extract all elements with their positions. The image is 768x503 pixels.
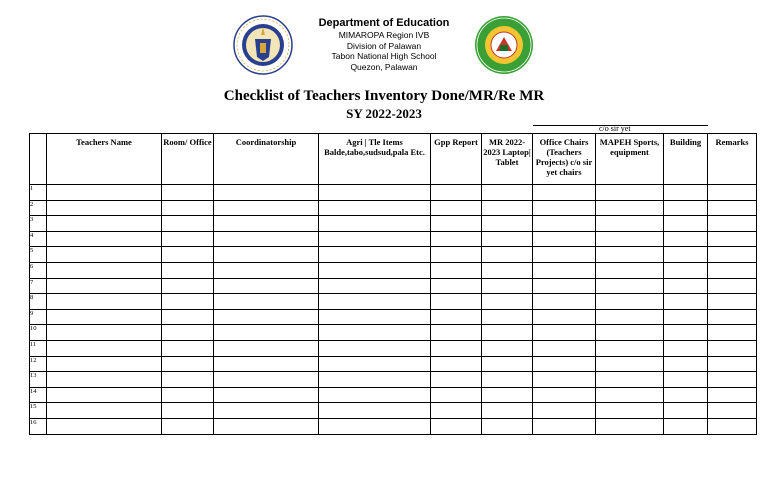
column-header-teachers-name: Teachers Name — [47, 134, 162, 185]
table-cell[interactable] — [482, 356, 533, 372]
table-cell[interactable] — [708, 262, 757, 278]
row-number: 16 — [30, 418, 47, 434]
table-cell[interactable] — [431, 403, 482, 419]
row-number: 4 — [30, 231, 47, 247]
table-cell[interactable] — [596, 418, 664, 434]
table-cell[interactable] — [708, 418, 757, 434]
table-cell[interactable] — [596, 387, 664, 403]
table-cell[interactable] — [708, 340, 757, 356]
table-cell[interactable] — [664, 247, 708, 263]
table-cell[interactable] — [319, 372, 431, 388]
column-header-number — [30, 134, 47, 185]
table-row — [30, 200, 757, 216]
table-cell[interactable] — [664, 262, 708, 278]
table-cell[interactable] — [319, 185, 431, 201]
table-cell[interactable] — [664, 340, 708, 356]
department-name: Department of Education — [318, 17, 450, 29]
tabon-nhs-seal-logo — [474, 15, 534, 75]
table-row — [30, 325, 757, 341]
table-cell[interactable] — [162, 387, 214, 403]
column-header-mapeh: MAPEH Sports, equipment — [596, 134, 664, 185]
table-row — [30, 387, 757, 403]
address-line: Quezon, Palawan — [350, 61, 418, 72]
table-cell[interactable] — [47, 216, 162, 232]
table-cell[interactable] — [214, 325, 319, 341]
table-cell[interactable] — [708, 278, 757, 294]
table-row — [30, 309, 757, 325]
table-cell[interactable] — [596, 200, 664, 216]
table-cell[interactable] — [664, 372, 708, 388]
table-cell[interactable] — [214, 340, 319, 356]
table-cell[interactable] — [431, 325, 482, 341]
table-cell[interactable] — [162, 200, 214, 216]
table-cell[interactable] — [596, 403, 664, 419]
header-row — [30, 134, 757, 185]
column-header-mr-laptop-tablet: MR 2022-2023 Laptop| Tablet — [482, 134, 533, 185]
table-cell[interactable] — [47, 387, 162, 403]
table-cell[interactable] — [431, 200, 482, 216]
table-cell[interactable] — [482, 325, 533, 341]
table-cell[interactable] — [482, 231, 533, 247]
table-cell[interactable] — [214, 372, 319, 388]
table-cell[interactable] — [533, 403, 596, 419]
table-cell[interactable] — [431, 418, 482, 434]
table-row — [30, 403, 757, 419]
column-header-agri-tle-items: Agri | Tle Items Balde,tabo,sudsud,pala Etc. — [319, 134, 431, 185]
table-cell[interactable] — [596, 340, 664, 356]
table-cell[interactable] — [214, 403, 319, 419]
table-cell[interactable] — [431, 262, 482, 278]
table-cell[interactable] — [708, 372, 757, 388]
table-cell[interactable] — [214, 294, 319, 310]
table-cell[interactable] — [664, 294, 708, 310]
table-cell[interactable] — [708, 387, 757, 403]
table-cell[interactable] — [162, 372, 214, 388]
table-cell[interactable] — [319, 418, 431, 434]
table-cell[interactable] — [533, 262, 596, 278]
table-row — [30, 247, 757, 263]
table-cell[interactable] — [708, 309, 757, 325]
table-cell[interactable] — [664, 418, 708, 434]
table-cell[interactable] — [596, 278, 664, 294]
table-row — [30, 356, 757, 372]
table-cell[interactable] — [162, 325, 214, 341]
table-cell[interactable] — [162, 340, 214, 356]
column-header-room-office: Room/ Office — [162, 134, 214, 185]
table-cell[interactable] — [431, 340, 482, 356]
table-cell[interactable] — [431, 356, 482, 372]
table-cell[interactable] — [162, 216, 214, 232]
table-cell[interactable] — [596, 216, 664, 232]
table-cell[interactable] — [319, 247, 431, 263]
table-cell[interactable] — [431, 309, 482, 325]
table-cell[interactable] — [664, 200, 708, 216]
table-cell[interactable] — [596, 262, 664, 278]
table-cell[interactable] — [533, 185, 596, 201]
table-cell[interactable] — [482, 185, 533, 201]
school-header — [310, 17, 458, 72]
table-cell[interactable] — [47, 200, 162, 216]
table-cell[interactable] — [533, 278, 596, 294]
table-cell[interactable] — [47, 325, 162, 341]
table-cell[interactable] — [162, 294, 214, 310]
table-cell[interactable] — [596, 309, 664, 325]
table-cell[interactable] — [482, 278, 533, 294]
table-cell[interactable] — [319, 356, 431, 372]
table-cell[interactable] — [162, 262, 214, 278]
region-line: MIMAROPA Region IVB — [338, 30, 430, 40]
row-number: 5 — [30, 247, 47, 263]
table-cell[interactable] — [214, 200, 319, 216]
table-cell[interactable] — [162, 418, 214, 434]
table-cell[interactable] — [214, 185, 319, 201]
column-header-coordinatorship: Coordinatorship — [214, 134, 319, 185]
table-cell[interactable] — [214, 418, 319, 434]
table-cell[interactable] — [319, 278, 431, 294]
table-row — [30, 216, 757, 232]
checklist-table — [29, 133, 757, 435]
table-cell[interactable] — [664, 216, 708, 232]
table-cell[interactable] — [482, 200, 533, 216]
table-cell[interactable] — [214, 278, 319, 294]
table-cell[interactable] — [319, 200, 431, 216]
table-cell[interactable] — [482, 294, 533, 310]
table-cell[interactable] — [47, 403, 162, 419]
table-cell[interactable] — [162, 356, 214, 372]
table-cell[interactable] — [482, 372, 533, 388]
row-number: 13 — [30, 372, 47, 388]
table-cell[interactable] — [533, 247, 596, 263]
row-number: 6 — [30, 262, 47, 278]
table-cell[interactable] — [47, 247, 162, 263]
table-cell[interactable] — [533, 200, 596, 216]
table-cell[interactable] — [162, 247, 214, 263]
table-cell[interactable] — [708, 325, 757, 341]
table-cell[interactable] — [47, 340, 162, 356]
table-cell[interactable] — [664, 356, 708, 372]
table-cell[interactable] — [664, 309, 708, 325]
table-cell[interactable] — [708, 356, 757, 372]
table-cell[interactable] — [47, 309, 162, 325]
table-cell[interactable] — [214, 387, 319, 403]
table-cell[interactable] — [533, 294, 596, 310]
row-number: 1 — [30, 185, 47, 201]
table-cell[interactable] — [533, 372, 596, 388]
table-cell[interactable] — [533, 340, 596, 356]
table-cell[interactable] — [319, 387, 431, 403]
table-cell[interactable] — [482, 216, 533, 232]
table-row — [30, 372, 757, 388]
table-cell[interactable] — [482, 340, 533, 356]
table-cell[interactable] — [431, 216, 482, 232]
column-header-building: Building — [664, 134, 708, 185]
row-number: 7 — [30, 278, 47, 294]
table-cell[interactable] — [214, 231, 319, 247]
table-cell[interactable] — [214, 309, 319, 325]
table-row — [30, 185, 757, 201]
table-cell[interactable] — [47, 372, 162, 388]
table-cell[interactable] — [482, 387, 533, 403]
row-number: 14 — [30, 387, 47, 403]
table-row — [30, 340, 757, 356]
table-row — [30, 294, 757, 310]
table-cell[interactable] — [319, 403, 431, 419]
table-cell[interactable] — [431, 185, 482, 201]
row-number: 11 — [30, 340, 47, 356]
table-cell[interactable] — [319, 262, 431, 278]
table-cell[interactable] — [664, 403, 708, 419]
table-cell[interactable] — [431, 372, 482, 388]
table-cell[interactable] — [533, 231, 596, 247]
table-cell[interactable] — [664, 325, 708, 341]
column-header-office-chairs: Office Chairs (Teachers Projects) c/o sir yet chairs — [533, 134, 596, 185]
table-cell[interactable] — [482, 247, 533, 263]
table-cell[interactable] — [319, 294, 431, 310]
table-cell[interactable] — [596, 185, 664, 201]
table-cell[interactable] — [431, 387, 482, 403]
table-cell[interactable] — [596, 247, 664, 263]
table-cell[interactable] — [708, 294, 757, 310]
table-cell[interactable] — [47, 278, 162, 294]
row-number: 15 — [30, 403, 47, 419]
table-cell[interactable] — [533, 418, 596, 434]
table-cell[interactable] — [708, 216, 757, 232]
table-cell[interactable] — [47, 418, 162, 434]
table-cell[interactable] — [319, 309, 431, 325]
table-cell[interactable] — [47, 231, 162, 247]
table-row — [30, 278, 757, 294]
table-cell[interactable] — [664, 278, 708, 294]
table-cell[interactable] — [162, 185, 214, 201]
table-cell[interactable] — [533, 387, 596, 403]
row-number: 9 — [30, 309, 47, 325]
table-cell[interactable] — [596, 231, 664, 247]
division-line: Division of Palawan — [346, 40, 422, 51]
document-title: Checklist of Teachers Inventory Done/MR/Re MR — [223, 88, 545, 104]
table-cell[interactable] — [533, 325, 596, 341]
row-number: 8 — [30, 294, 47, 310]
table-cell[interactable] — [708, 403, 757, 419]
table-cell[interactable] — [708, 200, 757, 216]
deped-seal-logo — [233, 15, 293, 75]
table-cell[interactable] — [47, 356, 162, 372]
table-cell[interactable] — [214, 216, 319, 232]
table-cell[interactable] — [47, 294, 162, 310]
table-cell[interactable] — [162, 309, 214, 325]
table-cell[interactable] — [664, 387, 708, 403]
table-cell[interactable] — [482, 262, 533, 278]
row-number: 2 — [30, 200, 47, 216]
table-cell[interactable] — [482, 403, 533, 419]
table-cell[interactable] — [162, 231, 214, 247]
table-cell[interactable] — [533, 309, 596, 325]
table-cell[interactable] — [162, 403, 214, 419]
table-cell[interactable] — [596, 294, 664, 310]
table-cell[interactable] — [431, 278, 482, 294]
table-cell[interactable] — [319, 325, 431, 341]
table-row — [30, 262, 757, 278]
table-cell[interactable] — [319, 216, 431, 232]
table-cell[interactable] — [431, 294, 482, 310]
table-cell[interactable] — [214, 262, 319, 278]
table-cell[interactable] — [708, 185, 757, 201]
table-cell[interactable] — [214, 356, 319, 372]
school-year: SY 2022-2023 — [346, 106, 422, 121]
column-header-gpp-report: Gpp Report — [431, 134, 482, 185]
table-cell[interactable] — [47, 185, 162, 201]
table-cell[interactable] — [162, 278, 214, 294]
row-number: 10 — [30, 325, 47, 341]
table-cell[interactable] — [431, 231, 482, 247]
table-cell[interactable] — [431, 247, 482, 263]
table-cell[interactable] — [482, 309, 533, 325]
table-cell[interactable] — [664, 231, 708, 247]
table-cell[interactable] — [664, 185, 708, 201]
column-note: c/o sir yet — [599, 124, 631, 133]
table-cell[interactable] — [47, 262, 162, 278]
table-row — [30, 418, 757, 434]
table-cell[interactable] — [319, 340, 431, 356]
school-line: Tabon National High School — [331, 51, 437, 61]
table-cell[interactable] — [708, 247, 757, 263]
column-header-remarks: Remarks — [708, 134, 757, 185]
table-cell[interactable] — [533, 216, 596, 232]
table-cell[interactable] — [708, 231, 757, 247]
row-number: 3 — [30, 216, 47, 232]
table-cell[interactable] — [533, 356, 596, 372]
table-cell[interactable] — [214, 247, 319, 263]
table-cell[interactable] — [319, 231, 431, 247]
table-cell[interactable] — [596, 325, 664, 341]
row-number: 12 — [30, 356, 47, 372]
table-cell[interactable] — [596, 372, 664, 388]
table-row — [30, 231, 757, 247]
table-cell[interactable] — [596, 356, 664, 372]
table-body — [30, 185, 757, 435]
table-cell[interactable] — [482, 418, 533, 434]
